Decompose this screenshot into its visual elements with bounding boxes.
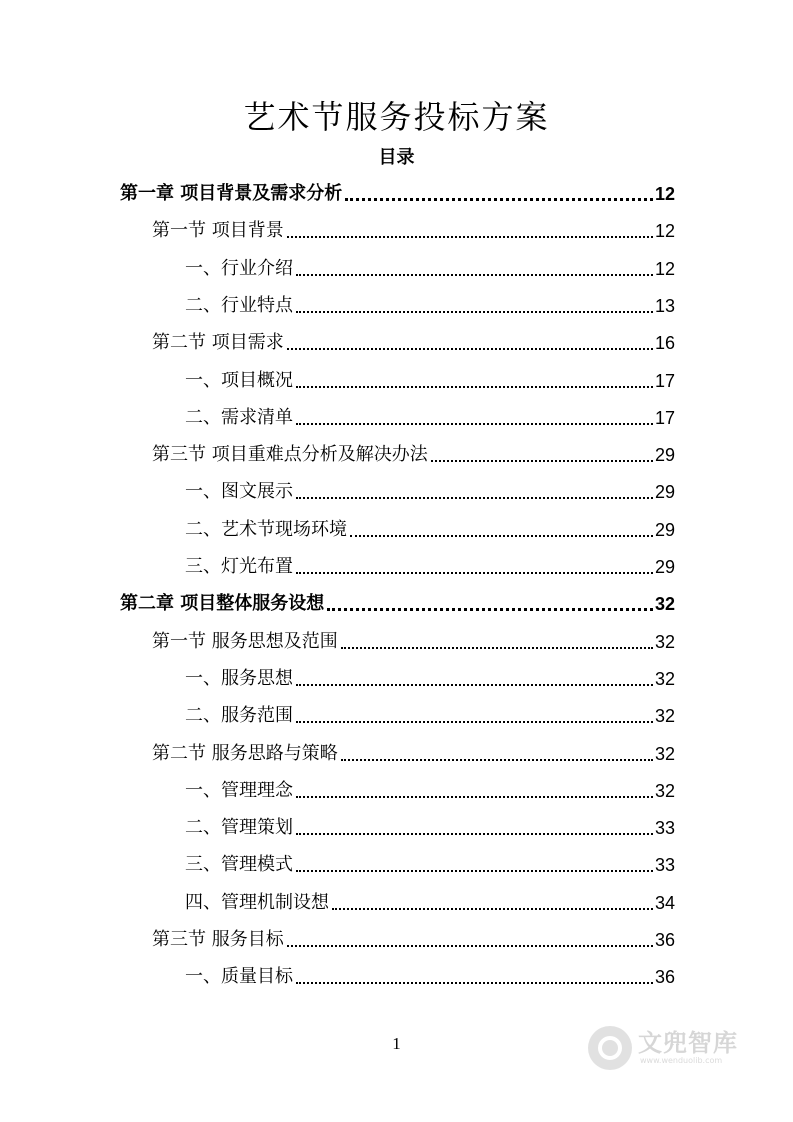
toc-entry[interactable] [185,959,675,989]
toc-entry-label: 三、灯光布置 [185,556,293,577]
toc-dot-leader [296,833,653,835]
toc-entry-label: 二、艺术节现场环境 [185,519,347,540]
toc-entry[interactable] [185,885,675,915]
toc-entry-page: 29 [654,520,675,540]
toc-entry[interactable] [185,251,675,281]
toc-entry-label: 第一节 项目背景 [152,220,284,241]
toc-entry-page: 12 [654,184,675,204]
toc-entry-page: 29 [654,482,675,502]
toc-entry-page: 36 [654,967,675,987]
toc-entry-label: 一、项目概况 [185,370,293,391]
toc-entry-label: 一、管理理念 [185,780,293,801]
toc-entry-page: 33 [654,818,675,838]
toc-dot-leader [296,721,653,723]
toc-dot-leader [296,796,653,798]
toc-entry-label: 二、服务范围 [185,705,293,726]
toc-entry[interactable] [185,661,675,691]
toc-entry-label: 第二章 项目整体服务设想 [120,593,325,614]
toc-entry-label: 第二节 项目需求 [152,332,284,353]
toc-dot-leader [296,311,653,313]
toc-entry-label: 四、管理机制设想 [185,892,329,913]
toc-entry[interactable] [185,847,675,877]
toc-entry-page: 12 [654,221,675,241]
toc-entry-label: 一、质量目标 [185,966,293,987]
toc-entry-page: 32 [654,669,675,689]
toc-dot-leader [296,684,653,686]
toc-entry[interactable] [185,549,675,579]
toc-entry-label: 第二节 服务思路与策略 [152,743,338,764]
toc-entry-page: 32 [654,744,675,764]
toc-entry-label: 一、行业介绍 [185,258,293,279]
toc-entry-label: 二、需求清单 [185,407,293,428]
toc-entry[interactable] [120,586,675,616]
watermark-text [638,1030,738,1066]
toc-entry-label: 第一章 项目背景及需求分析 [120,183,343,204]
toc-entry-label: 一、服务思想 [185,668,293,689]
toc-entry-page: 32 [654,632,675,652]
toc-entry-label: 二、管理策划 [185,817,293,838]
toc-entry[interactable] [185,474,675,504]
toc-entry-label: 一、图文展示 [185,481,293,502]
toc-entry-page: 36 [654,930,675,950]
toc-entry[interactable] [152,437,675,467]
toc-entry-label: 第一节 服务思想及范围 [152,631,338,652]
toc-dot-leader [287,236,653,238]
toc-entry-page: 32 [654,706,675,726]
toc-dot-leader [332,908,653,910]
toc-entry[interactable] [152,736,675,766]
toc-dot-leader [431,460,653,462]
toc-entry[interactable] [185,512,675,542]
toc-entry-page: 17 [654,371,675,391]
toc-entry-label: 第三节 服务目标 [152,929,284,950]
toc-entry[interactable] [185,773,675,803]
toc-entry[interactable] [152,624,675,654]
toc-dot-leader [341,647,653,649]
toc-dot-leader [296,423,653,425]
toc-entry[interactable] [185,400,675,430]
toc-entry[interactable] [152,213,675,243]
toc-entry[interactable] [185,363,675,393]
toc-dot-leader [287,348,653,350]
toc-entry-page: 12 [654,259,675,279]
toc-entry-label: 三、管理模式 [185,854,293,875]
toc-dot-leader [296,386,653,388]
toc-entry-page: 16 [654,333,675,353]
toc-entry-page: 17 [654,408,675,428]
wendu-logo-icon [588,1026,632,1070]
toc-dot-leader [296,274,653,276]
toc-dot-leader [350,535,653,537]
toc-entry-page: 33 [654,855,675,875]
watermark-url: www.wenduolib.com [640,1056,723,1065]
toc-entry[interactable] [120,176,675,206]
toc-entry-page: 34 [654,893,675,913]
toc-dot-leader [296,870,653,872]
toc-dot-leader [341,759,653,761]
toc-entry-label: 第三节 项目重难点分析及解决办法 [152,444,428,465]
toc-entry-page: 32 [654,781,675,801]
toc-entry[interactable] [185,698,675,728]
document-title: 艺术节服务投标方案 [243,98,550,136]
toc-entry-label: 二、行业特点 [185,295,293,316]
toc-dot-leader [296,982,653,984]
toc-entry-page: 13 [654,296,675,316]
toc-entry[interactable] [152,325,675,355]
toc-dot-leader [296,497,653,499]
toc-dot-leader [345,198,653,201]
watermark [588,1020,768,1076]
watermark-brand: 文兜智库 [638,1029,738,1057]
toc-entry-page: 32 [654,594,675,614]
toc-dot-leader [327,608,653,611]
toc-dot-leader [287,945,653,947]
toc-dot-leader [296,572,653,574]
page-number: 1 [392,1034,401,1053]
toc-heading: 目录 [378,147,415,168]
toc-entry[interactable] [185,810,675,840]
toc-entry[interactable] [185,288,675,318]
toc-entry[interactable] [152,922,675,952]
toc-entry-page: 29 [654,557,675,577]
toc-entry-page: 29 [654,445,675,465]
